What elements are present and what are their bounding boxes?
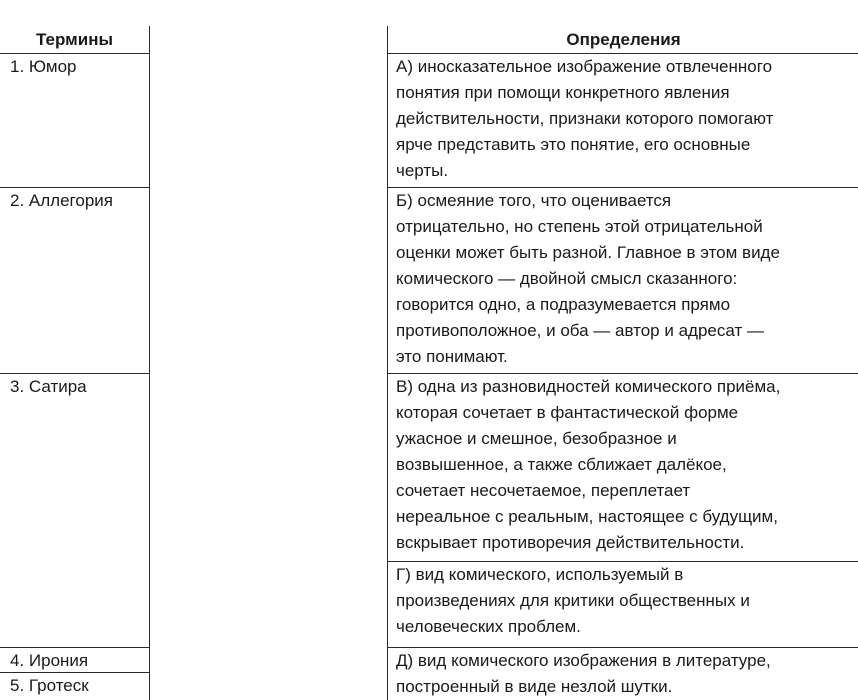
definition-line: противоположное, и оба — автор и адресат — — [396, 321, 764, 340]
definition-line: комического — двойной смысл сказанного: — [396, 269, 738, 288]
definition-line: А) иносказательное изображение отвлеченного — [396, 57, 773, 76]
definition-line: вскрывает противоречия действительности. — [396, 533, 745, 552]
definition-line: построенный в виде незлой шутки. — [396, 677, 673, 696]
term-cell-humor: 1. Юмор — [0, 54, 149, 188]
definition-line: действительности, признаки которого помогают — [396, 109, 774, 128]
definition-line: В) одна из разновидностей комического приёма, — [396, 377, 781, 396]
definition-line: произведениях для критики общественных и — [396, 591, 750, 610]
term-cell-grotesque: 5. Гротеск — [10, 676, 89, 695]
definition-line: черты. — [396, 161, 449, 180]
definition-line: отрицательно, но степень этой отрицательной — [396, 217, 763, 236]
term-cell-allegory: 2. Аллегория — [0, 188, 149, 374]
term-cell-irony: 4. Ирония — [0, 648, 149, 673]
definition-cell-a — [388, 54, 858, 188]
term-cell-satire: 3. Сатира — [0, 374, 149, 648]
definitions-column — [387, 26, 858, 700]
definition-line: человеческих проблем. — [396, 617, 581, 636]
terms-header: Термины — [0, 26, 149, 54]
definition-line: понятия при помощи конкретного явления — [396, 83, 730, 102]
definition-line: нереальное с реальным, настоящее с будущим, — [396, 507, 778, 526]
definition-line: Г) вид комического, используемый в — [396, 565, 684, 584]
definition-line: Б) осмеяние того, что оценивается — [396, 191, 672, 210]
definition-cell-d — [388, 648, 858, 700]
definition-line: ярче представить это понятие, его основные — [396, 135, 751, 154]
definition-line: говорится одно, а подразумевается прямо — [396, 295, 731, 314]
definition-line: которая сочетает в фантастической форме — [396, 403, 739, 422]
definition-line: возвышенное, а также сближает далёкое, — [396, 455, 727, 474]
definition-line: оценки может быть разной. Главное в этом виде — [396, 243, 780, 262]
definition-cell-b — [388, 188, 858, 374]
definitions-header: Определения — [388, 26, 858, 54]
definition-line: сочетает несочетаемое, переплетает — [396, 481, 691, 500]
definition-cell-g — [388, 562, 858, 648]
definition-line: ужасное и смешное, безобразное и — [396, 429, 677, 448]
definition-line: это понимают. — [396, 347, 508, 366]
definition-cell-v — [388, 374, 858, 562]
definition-line: Д) вид комического изображения в литературе, — [396, 651, 771, 670]
terms-column — [0, 26, 150, 700]
